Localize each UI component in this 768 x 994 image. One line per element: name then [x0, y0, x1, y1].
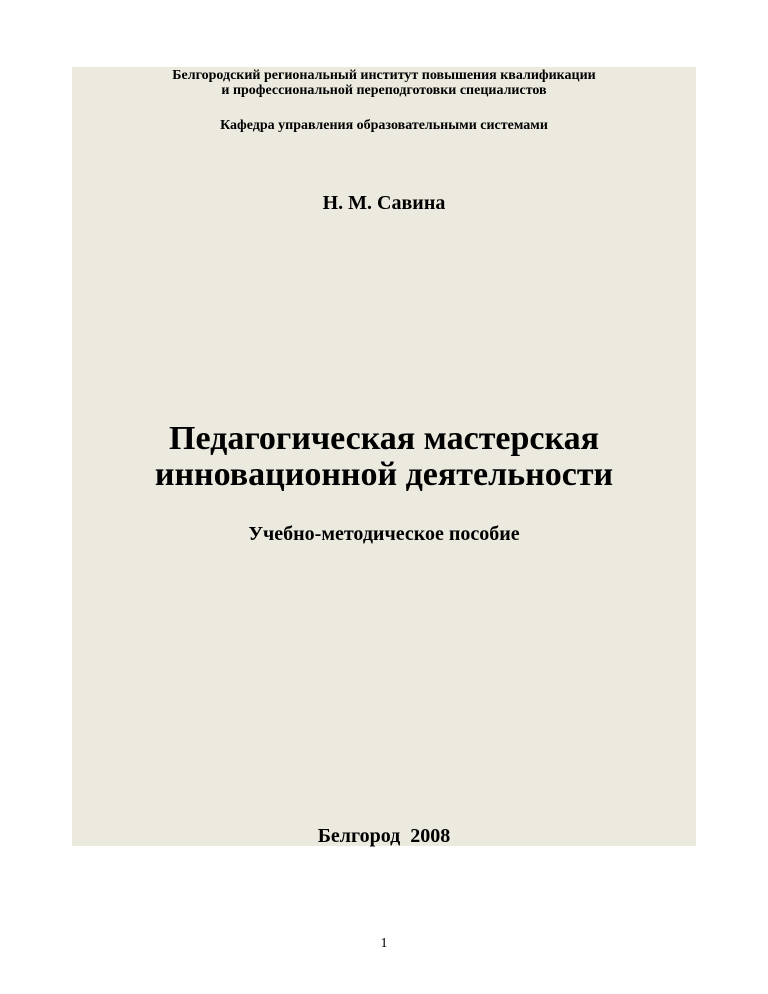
- book-title-line-2: инновационной деятельности: [154, 456, 614, 493]
- book-title-line-1: Педагогическая мастерская: [169, 420, 599, 457]
- page-number: 1: [380, 936, 388, 951]
- institute-name-line-1: Белгородский региональный институт повышения квалификации: [172, 68, 596, 83]
- author-name: Н. М. Савина: [322, 192, 446, 214]
- department-name: Кафедра управления образовательными системами: [220, 118, 548, 133]
- institute-name-line-2: и профессиональной переподготовки специалистов: [221, 83, 547, 98]
- book-subtitle: Учебно-методическое пособие: [248, 523, 520, 545]
- place-and-year: Белгород 2008: [317, 825, 451, 847]
- cover-page: [72, 67, 696, 846]
